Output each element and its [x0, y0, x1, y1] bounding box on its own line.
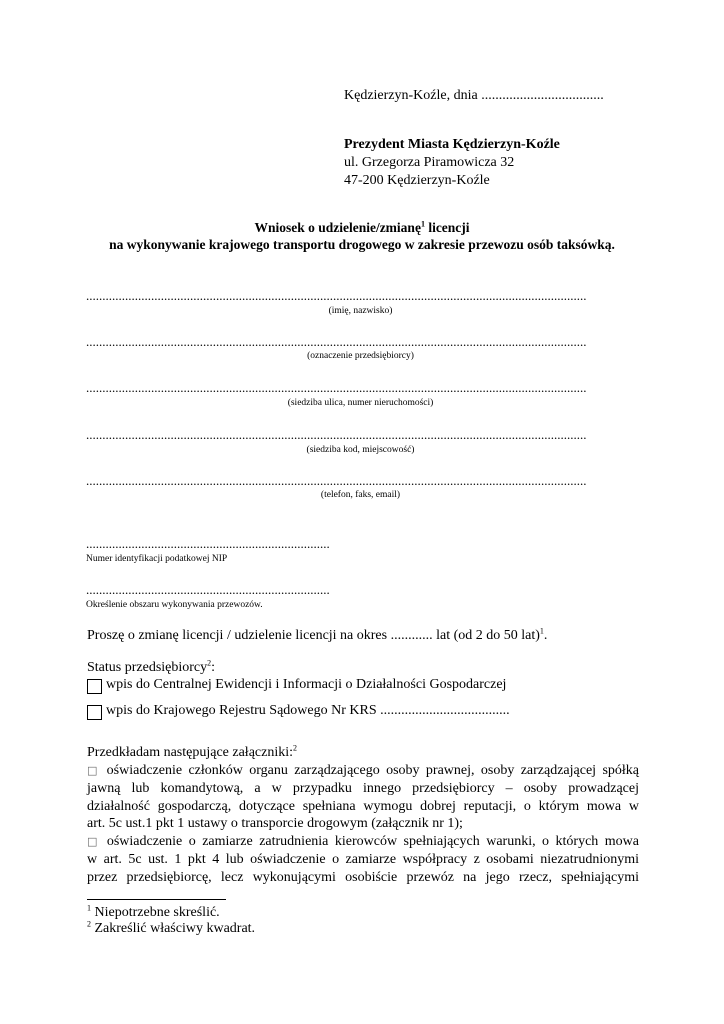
attachment-2-line-1: □ oświadczenie o zamiarze zatrudnienia kierowców spełniających warunki, o których mowa	[87, 834, 639, 849]
footnote-1: $^1$ Niepotrzebne skreślić.	[87, 903, 220, 920]
ceidg-option-label: wpis do Centralnej Ewidencji i Informacji o Działalności Gospodarczej	[106, 677, 507, 692]
contact-field-caption: (telefon, faks, email)	[320, 490, 401, 500]
address-city-field-dots[interactable]: ..........................................................................................................................................................	[86, 427, 587, 442]
recipient-name: Prezydent Miasta Kędzierzyn-Koźle	[344, 137, 560, 152]
attachment-1-line-2: jawną lub komandytową, a w przypadku innego przedsiębiorcy – osoby prowadzącej	[87, 781, 639, 796]
attachment-2-line-2: w art. 5c ust. 1 pkt 4 lub oświadczenie o zamiarze współpracy z osobami niezatrudnionymi	[87, 852, 639, 867]
attachment-1-line-4: art. 5c ust.1 pkt 1 ustawy o transporcie drogowym (załącznik nr 1);	[87, 816, 463, 831]
krs-option-label: wpis do Krajowego Rejestru Sądowego Nr KRS .....................................	[106, 703, 510, 718]
company-field-caption: (oznaczenie przedsiębiorcy)	[307, 351, 414, 361]
request-sentence: Proszę o zmianę licencji / udzielenie licencji na okres ............ lat (od 2 do 50 lat)$^1$.	[87, 626, 548, 643]
footnote-2: $^2$ Zakreślić właściwy kwadrat.	[87, 919, 256, 936]
name-field-caption: (imię, nazwisko)	[328, 306, 393, 316]
attachment-1-line-3: działalność gospodarczą, dotyczące spełniana wymogu dobrej reputacji, o którym mowa w	[87, 799, 639, 814]
title-line-1: Wniosek o udzielenie/zmianę$^1$ licencji	[254, 219, 470, 235]
status-label: Status przedsiębiorcy$^2$:	[87, 658, 216, 675]
footnote-separator	[87, 899, 226, 900]
place-date-line: Kędzierzyn-Koźle, dnia ...................................	[344, 88, 604, 103]
checkbox-square-icon: □	[87, 835, 101, 848]
address-street-field-dots[interactable]: ..........................................................................................................................................................	[86, 380, 587, 395]
name-field-dots[interactable]: ..........................................................................................................................................................	[86, 288, 587, 303]
area-field-dots[interactable]: ...........................................................................	[86, 582, 330, 597]
contact-field-dots[interactable]: ..........................................................................................................................................................	[86, 473, 587, 488]
recipient-city: 47-200 Kędzierzyn-Koźle	[344, 173, 490, 188]
nip-field-caption: Numer identyfikacji podatkowej NIP	[86, 554, 228, 564]
address-street-field-caption: (siedziba ulica, numer nieruchomości)	[287, 398, 434, 408]
address-city-field-caption: (siedziba kod, miejscowość)	[306, 445, 415, 455]
krs-checkbox[interactable]	[87, 705, 102, 720]
ceidg-checkbox[interactable]	[87, 679, 102, 694]
recipient-street: ul. Grzegorza Piramowicza 32	[344, 155, 515, 170]
attachment-2-line-3: przez przedsiębiorcę, lecz wykonującymi osobiście przewóz na jego rzecz, spełniającymi	[87, 870, 639, 885]
nip-field-dots[interactable]: ...........................................................................	[86, 536, 330, 551]
company-field-dots[interactable]: ..........................................................................................................................................................	[86, 334, 587, 349]
title-line-2: na wykonywanie krajowego transportu drogowego w zakresie przewozu osób taksówką.	[109, 237, 615, 252]
attachment-1-line-1: □ oświadczenie członków organu zarządzającego osoby prawnej, osoby zarządzającej spółką	[87, 763, 639, 778]
attachments-label: Przedkładam następujące załączniki:$^2$	[87, 743, 298, 760]
area-field-caption: Określenie obszaru wykonywania przewozów.	[86, 600, 263, 610]
checkbox-square-icon: □	[87, 764, 101, 777]
